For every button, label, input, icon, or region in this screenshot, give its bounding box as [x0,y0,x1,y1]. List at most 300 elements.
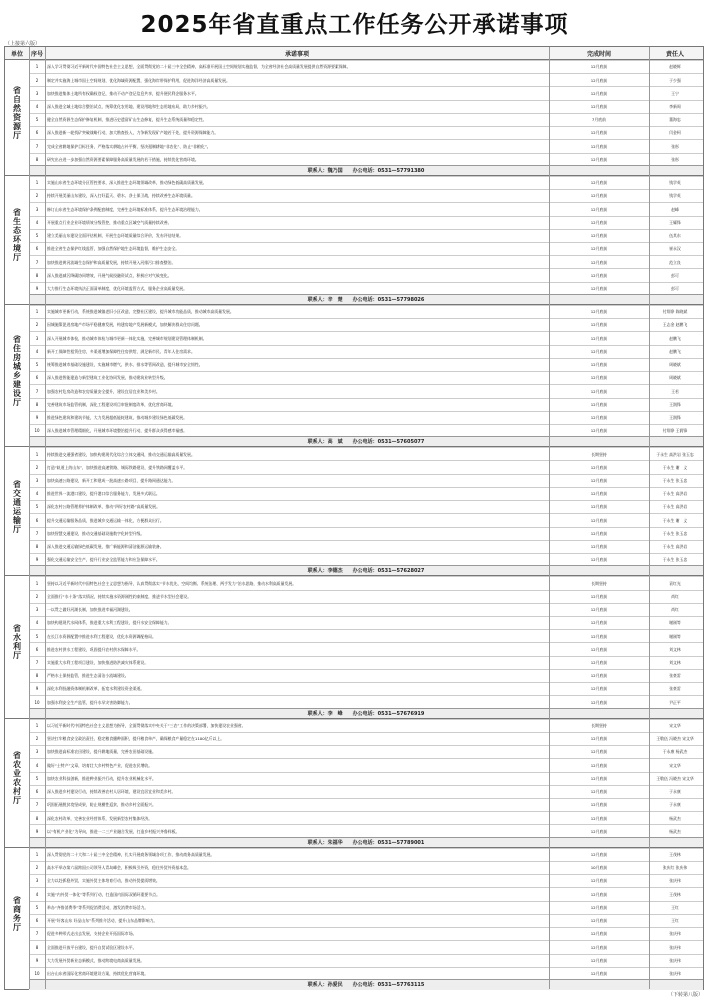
commitment-text: 加快推进高标准农田建设，提升耕地质量，完善农田基础设施。 [47,749,156,755]
commitment-text: 加快农业科技创新，推进种业振兴行动，提升农业机械化水平。 [47,775,156,781]
row-number: 3 [35,90,39,96]
row-number: 6 [35,789,39,795]
completion-time: 12月底前 [590,259,608,265]
responsible-person: 尹正平 [669,699,681,705]
responsible-person: 袁红光 [669,580,681,586]
responsible-person: 王敬伍 冯晓杰 宋文华 [656,775,694,781]
completion-time: 12月底前 [590,736,608,742]
row-number: 9 [35,686,39,692]
completion-time: 12月底前 [590,904,608,910]
table-row [29,229,703,243]
row-number: 7 [35,530,39,536]
responsible-person: 于永康 [669,802,681,808]
row-number: 4 [35,104,39,109]
completion-time: 12月底前 [590,749,608,755]
row-number: 5 [35,775,39,781]
completion-time: 12月底前 [590,219,608,225]
commitment-text: 深入推进交通运输绿色低碳发展，推广新能源和清洁能源运输装备。 [47,544,164,550]
completion-time: 长期坚持 [591,722,607,728]
commitment-text: 深入推进乡村建设行动，持续改善农村人居环境，建设宜居宜业和美乡村。 [47,789,176,795]
completion-time: 12月底前 [590,286,608,291]
continued-from-note: （上接第六版） [5,41,41,47]
department-name [5,305,29,437]
responsible-person: 尚红 [671,607,679,613]
table-row [29,242,703,256]
row-number: 2 [35,77,39,83]
commitment-text: 制定并实施海上城市国土空间规划，优化海域资源配置，强化海岸带保护利用，促进海洋经济高质量发展。 [47,77,230,83]
responsible-person: 王润锋 [669,401,681,407]
commitment-text: 坚持以习近平新时代中国特色社会主义思想为指导，认真贯彻落实“节水优先、空间均衡、系统治理、两手发力”治水思路，推动水利高质量发展。 [47,580,297,586]
commitment-text: 巩固拓展脱贫攻坚成果，防止规模性返贫，推动乡村全面振兴。 [47,802,156,808]
completion-time: 12月底前 [590,272,608,278]
completion-time: 12月底前 [590,504,608,510]
table-row [29,73,703,87]
responsible-person: 于永生 谢 义 [662,464,688,470]
completion-time: 12月底前 [590,130,608,136]
completion-time: 12月底前 [590,104,608,109]
commitment-text: 实施山东省生态环境分区管控要求，深入推进生态环境领域改革，推动绿色低碳高质量发展。 [47,180,207,186]
row-number: 3 [35,607,39,613]
row-number: 10 [34,428,40,434]
row-number: 8 [35,944,39,950]
table-row [29,384,703,398]
responsible-person: 付翔诤 王润锋 [662,428,688,434]
commitment-text: 健全自然资源生态保护修复机制，推进历史遗留矿山生态修复，提升生态系统质量和稳定性。 [47,117,207,123]
contact-line: 联系人：高 斌 办公电话：0531—57605077 [29,436,703,447]
row-number: 5 [35,904,39,910]
department-name [5,60,29,166]
row-number: 2 [35,193,39,199]
header-no: 序号 [30,51,43,58]
table-row [29,772,703,786]
table-row [29,176,703,190]
completion-time: 12月底前 [590,77,608,83]
commitment-text: 做好“土特产”文章，培育壮大乡村特色产业，促进农民增收。 [47,762,153,768]
table-row [29,629,703,643]
completion-time: 12月底前 [590,891,608,897]
table-row [29,513,703,527]
completion-time: 12月底前 [590,415,608,421]
row-number: 7 [35,259,39,265]
completion-time: 12月底前 [590,322,608,328]
responsible-person: 周晓斌 [669,375,681,381]
row-number: 7 [35,931,39,937]
responsible-person: 王润锋 [669,415,681,421]
responsible-person: 伍其东 [669,233,681,239]
responsible-person: 张彤 [671,143,679,149]
completion-time: 12月底前 [590,193,608,199]
table-row [29,268,703,282]
responsible-person: 周晓斌 [669,362,681,368]
responsible-person: 张豪雷 [669,686,681,692]
department-name-text: 省自然资源厅 [13,85,21,140]
responsible-person: 于少强 [669,77,681,83]
row-number: 5 [35,117,39,123]
responsible-person: 于永生 张玉忠 [662,477,688,483]
table-row [29,732,703,746]
completion-time: 12月底前 [590,557,608,563]
responsible-person: 王茂林 [669,891,681,897]
department-name-text: 省交通运输厅 [13,479,21,534]
department-name-text: 省生态环境厅 [13,208,21,263]
commitment-text: 实施“内外贸一体化”等系列行动，打造国内国际双循环重要节点。 [47,891,160,897]
responsible-person: 彭可 [671,286,679,291]
responsible-person: 张庆伟 [669,931,681,937]
commitment-text: 大力推行生态环境执法正面清单制度，优化环境监管方式，服务企业高质量发展。 [47,286,188,291]
contact-line: 联系人：魏乃国 办公电话：0531—57791380 [29,165,703,176]
completion-time: 12月底前 [590,673,608,679]
responsible-person: 于永生 高洪岩 张玉忠 [656,451,694,457]
row-number: 3 [35,878,39,884]
table-row [29,927,703,941]
department-block [5,718,703,848]
row-number: 2 [35,736,39,742]
completion-time: 12月底前 [590,64,608,70]
responsible-person: 王志金 赵鹏飞 [662,322,688,328]
completion-time: 12月底前 [590,530,608,536]
commitment-text: 修订山东省生态环境保护条例配套制度，完善生态环境标准体系，提升生态环境治理能力。 [47,206,203,212]
completion-time: 12月底前 [590,491,608,497]
commitment-text: 举办“齐鲁消费季”等系列促消费活动，激发消费市场活力。 [47,904,149,910]
table-row [29,848,703,862]
responsible-person: 宋文华 [669,762,681,768]
commitment-text: 因城施策促进房地产市场平稳健康发展，构建房地产发展新模式，加快解决群众住房问题。 [47,322,203,328]
row-number: 8 [35,544,39,550]
row-number: 1 [35,580,39,586]
row-number: 1 [35,852,39,857]
completion-time: 12月底前 [590,428,608,434]
responsible-person: 张庆红 张庆伟 [662,865,688,871]
row-number: 10 [34,699,40,705]
completion-time: 12月底前 [590,815,608,821]
contact-line: 联系人：朱福华 办公电话：0531—57789001 [29,837,703,848]
table-row [29,914,703,928]
row-number: 3 [35,477,39,483]
completion-time: 12月底前 [590,388,608,394]
responsible-person: 于永生 谢 义 [662,517,688,523]
responsible-person: 王若 [671,388,679,394]
responsible-person: 张庆伟 [669,878,681,884]
department-name-text: 省住房城乡建设厅 [13,335,21,408]
completion-time: 12月底前 [590,309,608,315]
completion-time: 12月底前 [590,180,608,186]
commitment-text: 建立美丽山东建设全面评估机制，开展生态环境质量综合评价，发布评估结果。 [47,233,184,239]
commitment-text: 深入推进全域土地综合整治试点，统筹优化农用地、建设用地和生态用地布局，助力乡村振兴。 [47,104,211,109]
completion-time: 12月底前 [590,544,608,550]
commitment-text: 深化农村公路管理养护体制改革，推动“四好农村路”高质量发展。 [47,504,160,510]
commitment-text: 推进农村供水工程建设，巩固提升农村供水保障水平。 [47,646,141,652]
header-person: 责任人 [665,51,684,58]
completion-time: 12月底前 [590,802,608,808]
completion-time: 12月底前 [590,828,608,834]
table-row [29,954,703,968]
row-number: 6 [35,517,39,523]
completion-time: 12月底前 [590,633,608,639]
commitment-text: 一以贯之做好河湖长制，加快推进幸福河湖建设。 [47,607,133,613]
commitment-text: 推进绿色建筑和建筑节能，大力发展超低能耗建筑，推动城乡建设绿色低碳发展。 [47,415,188,421]
row-number: 6 [35,246,39,252]
table-row [29,719,703,733]
responsible-person: 赵峰 [671,206,679,212]
table-row [29,758,703,772]
commitment-text: 加快构建现代水网体系，推进重大水利工程建设，提升水安全保障能力。 [47,620,172,626]
completion-time: 12月底前 [590,348,608,354]
responsible-person: 王红 [671,904,679,910]
commitment-text: 严格水土保持监管，推进生态清洁小流域建设。 [47,673,129,679]
completion-time: 12月底前 [590,918,608,924]
page-title: 2025年省直重点工作任务公开承诺事项 [140,12,569,38]
responsible-person: 杨武杰 [669,828,681,834]
table-row [29,305,703,319]
table-row [29,901,703,915]
responsible-person: 王敬伍 冯晓杰 宋文华 [656,736,694,742]
completion-time: 12月底前 [590,620,608,626]
responsible-person: 范立良 [669,259,681,265]
department-name [5,719,29,838]
table-row [29,616,703,630]
commitment-text: 研究出台进一步加强自然资源要素保障服务高质量发展的若干措施，持续优化营商环境。 [47,156,199,162]
responsible-person: 张庆伟 [669,971,681,977]
responsible-person: 钱学英 [669,180,681,186]
commitment-text: 强化交通运输安全生产，提升行业安全监管能力和应急保障水平。 [47,557,160,563]
responsible-person: 宋文华 [669,722,681,728]
commitment-text: 深入开展城市体检，推动城市体检与城市更新一体化实施，完善城市规划建设管理体制机制。 [47,335,207,341]
commitment-text: 出台山东省国际化营商环境建设方案，持续优化营商环境。 [47,971,149,977]
completion-time: 12月底前 [590,607,608,613]
completion-time: 长期坚持 [591,451,607,457]
commitment-text: 深入推进城市管理精细化，开展城市环境整治提升行动，提升群众获得感幸福感。 [47,428,188,434]
commitment-text: 高水平举办第六届跨国公司领导人青岛峰会，积极吸引外资，稳住外贸外资基本盘。 [47,865,191,871]
commitment-text: 深入推进智能建造与新型建筑工业化协同发展，推动建筑业转型升级。 [47,375,168,381]
commitment-text: 新开工保障性租赁住房，多渠道增加保障性住房供给，满足新市民、青年人住房需求。 [47,348,195,354]
responsible-person: 崔永汉 [669,246,681,252]
commitment-text: 深化水利投融资体制机制改革，拓宽水利建设资金渠道。 [47,686,145,692]
completion-time: 12月底前 [590,375,608,381]
table-row [29,345,703,359]
commitment-text: 实施重大水利工程项目建设，加快推进防洪减灾体系建设。 [47,659,149,665]
completion-time: 10月底前 [590,865,608,871]
commitment-text: 深入贯彻党的二十大和二十届三中全会精神，扎实开展商务领域各项工作，推动商务高质量发展。 [47,852,215,857]
table-row [29,798,703,812]
completion-time: 12月底前 [590,971,608,977]
row-number: 8 [35,401,39,407]
commitment-text: 持续开展美丽山东建设，深入打好蓝天、碧水、净土保卫战，持续改善生态环境质量。 [47,193,195,199]
row-number: 6 [35,646,39,652]
commitment-text: 推进世界一流港口建设，提升港口综合服务能力，发展多式联运。 [47,491,160,497]
department-name-text: 省水利厅 [13,624,21,661]
responsible-person: 刘文林 [669,646,681,652]
completion-time: 12月底前 [590,156,608,162]
row-number: 4 [35,491,39,497]
commitment-text: 加快高速公路建设，新开工和建成一批高速公路项目，提升路网通达能力。 [47,477,176,483]
responsible-person: 刘文林 [669,659,681,665]
department-name [5,176,29,295]
responsible-person: 赵鹏飞 [669,335,681,341]
commitment-text: 深入推进减污降碳协同增效，开展气候投融资试点，积极应对气候变化。 [47,272,172,278]
table-row [29,500,703,514]
table-row [29,189,703,203]
row-number: 10 [34,971,40,977]
row-number: 8 [35,156,39,162]
department-name [5,848,29,980]
row-number: 7 [35,802,39,808]
table-row [29,371,703,385]
table-row [29,576,703,590]
contact-line: 联系人：李德杰 办公电话：0531—57628027 [29,565,703,576]
row-number: 1 [35,451,39,457]
table-row [29,669,703,683]
table-row [29,785,703,799]
row-number: 6 [35,918,39,924]
commitment-text: 完善建筑市场监管机制，深化工程建设项目审批制度改革，优化营商环境。 [47,401,176,407]
row-number: 1 [35,309,39,315]
department-block [5,304,703,447]
completion-time: 12月底前 [590,401,608,407]
commitment-text: 加强水利安全生产监管，提升水旱灾害防御能力。 [47,699,133,705]
contact-line: 联系人：辛 楚 办公电话：0531—57798026 [29,294,703,305]
completion-time: 12月底前 [590,593,608,599]
row-number: 2 [35,865,39,871]
row-number: 4 [35,891,39,897]
table-row [29,86,703,100]
table-row [29,487,703,501]
department-name-text: 省农业农村厅 [13,751,21,806]
commitment-text: 促进多种形式走出去发展，支持企业开拓国际市场。 [47,931,137,937]
contact-line: 联系人：孙爱民 办公电话：0531—57763115 [29,979,703,990]
responsible-person: 张彤 [671,156,679,162]
completion-time: 12月底前 [590,143,608,149]
commitment-text: 深化农村改革，完善农业经营体系，发展新型农村集体经济。 [47,815,153,821]
department-block [5,575,703,718]
header-time: 完成时间 [586,51,611,58]
table-row [29,358,703,372]
row-number: 2 [35,322,39,328]
table-row [29,447,703,461]
commitment-text: 以习近平新时代中国特色社会主义思想为指导，全面贯彻落实中央关于“三农”工作的决策部署，加快建设农业强省。 [47,722,246,728]
row-number: 5 [35,362,39,368]
commitment-text: 坚决扛牢粮食安全政治责任，稳定粮食播种面积，提升粮食单产，确保粮食产量稳定在1100亿斤以上。 [47,736,225,742]
completion-time: 12月底前 [590,957,608,963]
completion-time: 12月底前 [590,775,608,781]
completion-time: 12月底前 [590,686,608,692]
table-row [29,745,703,759]
completion-time: 12月底前 [590,362,608,368]
responsible-person: 闫金柯 [669,130,681,136]
responsible-person: 谢刚等 [669,620,681,626]
row-number: 4 [35,762,39,768]
table-row [29,603,703,617]
completion-time: 12月底前 [590,246,608,252]
completion-time: 12月底前 [590,517,608,523]
completion-time: 12月底前 [590,852,608,857]
table-row [29,460,703,474]
table-row [29,100,703,114]
row-number: 8 [35,272,39,278]
table-row [29,398,703,412]
commitment-table [4,46,704,990]
contact-line: 联系人：李 峰 办公电话：0531—57676919 [29,708,703,719]
responsible-person: 于永生 高洪岩 [662,504,688,510]
completion-time: 12月底前 [590,477,608,483]
commitment-text: 加快推进黄河流域生态保护和高质量发展，持续开展入河排污口排查整治。 [47,259,176,265]
department-name-text: 省商务厅 [13,895,21,932]
table-row [29,590,703,604]
department-name [5,576,29,708]
table-row [29,527,703,541]
row-number: 1 [35,64,39,70]
table-row [29,139,703,153]
continued-to-note: （下转第八版） [667,992,703,998]
responsible-person: 尚红 [671,593,679,599]
table-row [29,887,703,901]
row-number: 4 [35,219,39,225]
responsible-person: 赵晓辉 [669,64,681,70]
table-row [29,126,703,140]
row-number: 7 [35,388,39,394]
row-number: 6 [35,130,39,136]
commitment-text: 加强农村危房改造和农房质量安全提升，建设宜居宜业和美乡村。 [47,388,160,394]
table-row [29,216,703,230]
commitment-text: 完成全省耕地保护目标任务，严格落实耕地占补平衡，坚决遏制耕地“非农化”、防止“非粮化”。 [47,143,211,149]
row-number: 3 [35,206,39,212]
completion-time: 长期坚持 [591,580,607,586]
table-row [29,940,703,954]
row-number: 7 [35,659,39,665]
responsible-person: 钱学英 [669,193,681,199]
responsible-person: 王红 [671,918,679,924]
table-row [29,113,703,127]
completion-time: 12月底前 [590,90,608,96]
responsible-person: 李新周 [669,104,681,109]
table-row [29,682,703,696]
completion-time: 12月底前 [590,878,608,884]
header-item: 承诺事项 [284,51,309,58]
commitment-text: 推进全省生态保护红线监管，加强自然保护地生态环境监督，维护生态安全。 [47,246,180,252]
commitment-text: 深入推进新一轮找矿突破战略行动，加大勘查投入，力争新发现矿产地若干处，提升资源保障能力。 [47,130,219,136]
row-number: 9 [35,557,39,563]
responsible-person: 于永康 杨武杰 [662,749,688,755]
row-number: 2 [35,593,39,599]
department-block [5,175,703,305]
responsible-person: 于永生 高洪岩 [662,544,688,550]
row-number: 9 [35,828,39,834]
commitment-text: 深入学习贯彻习近平新时代中国特色社会主义思想，全面贯彻党的二十届三中全会精神，高标准开展国土空间规划实施监督，为全省经济社会高质量发展提供自然资源要素保障。 [47,64,351,70]
row-number: 9 [35,957,39,963]
commitment-text: 打造“轨道上的山东”，加快推进高速铁路、城际铁路建设，提升铁路网覆盖水平。 [47,464,188,470]
table-row [29,874,703,888]
completion-time: 12月底前 [590,762,608,768]
responsible-person: 董海忠 [669,117,681,123]
completion-time: 12月底前 [590,659,608,665]
commitment-text: 提升交通运输服务品质，推进城乡交通运输一体化，方便群众出行。 [47,517,164,523]
responsible-person: 于永生 高洪岩 [662,491,688,497]
completion-time: 12月底前 [590,646,608,652]
completion-time: 12月底前 [590,789,608,795]
table-row [29,255,703,269]
row-number: 5 [35,504,39,510]
responsible-person: 张庆伟 [669,957,681,963]
completion-time: 12月底前 [590,464,608,470]
row-number: 6 [35,375,39,381]
completion-time: 12月底前 [590,944,608,950]
responsible-person: 谢刚等 [669,633,681,639]
table-row [29,474,703,488]
row-number: 8 [35,815,39,821]
responsible-person: 赵鹏飞 [669,348,681,354]
row-number: 3 [35,749,39,755]
row-number: 1 [35,180,39,186]
department-block [5,59,703,176]
